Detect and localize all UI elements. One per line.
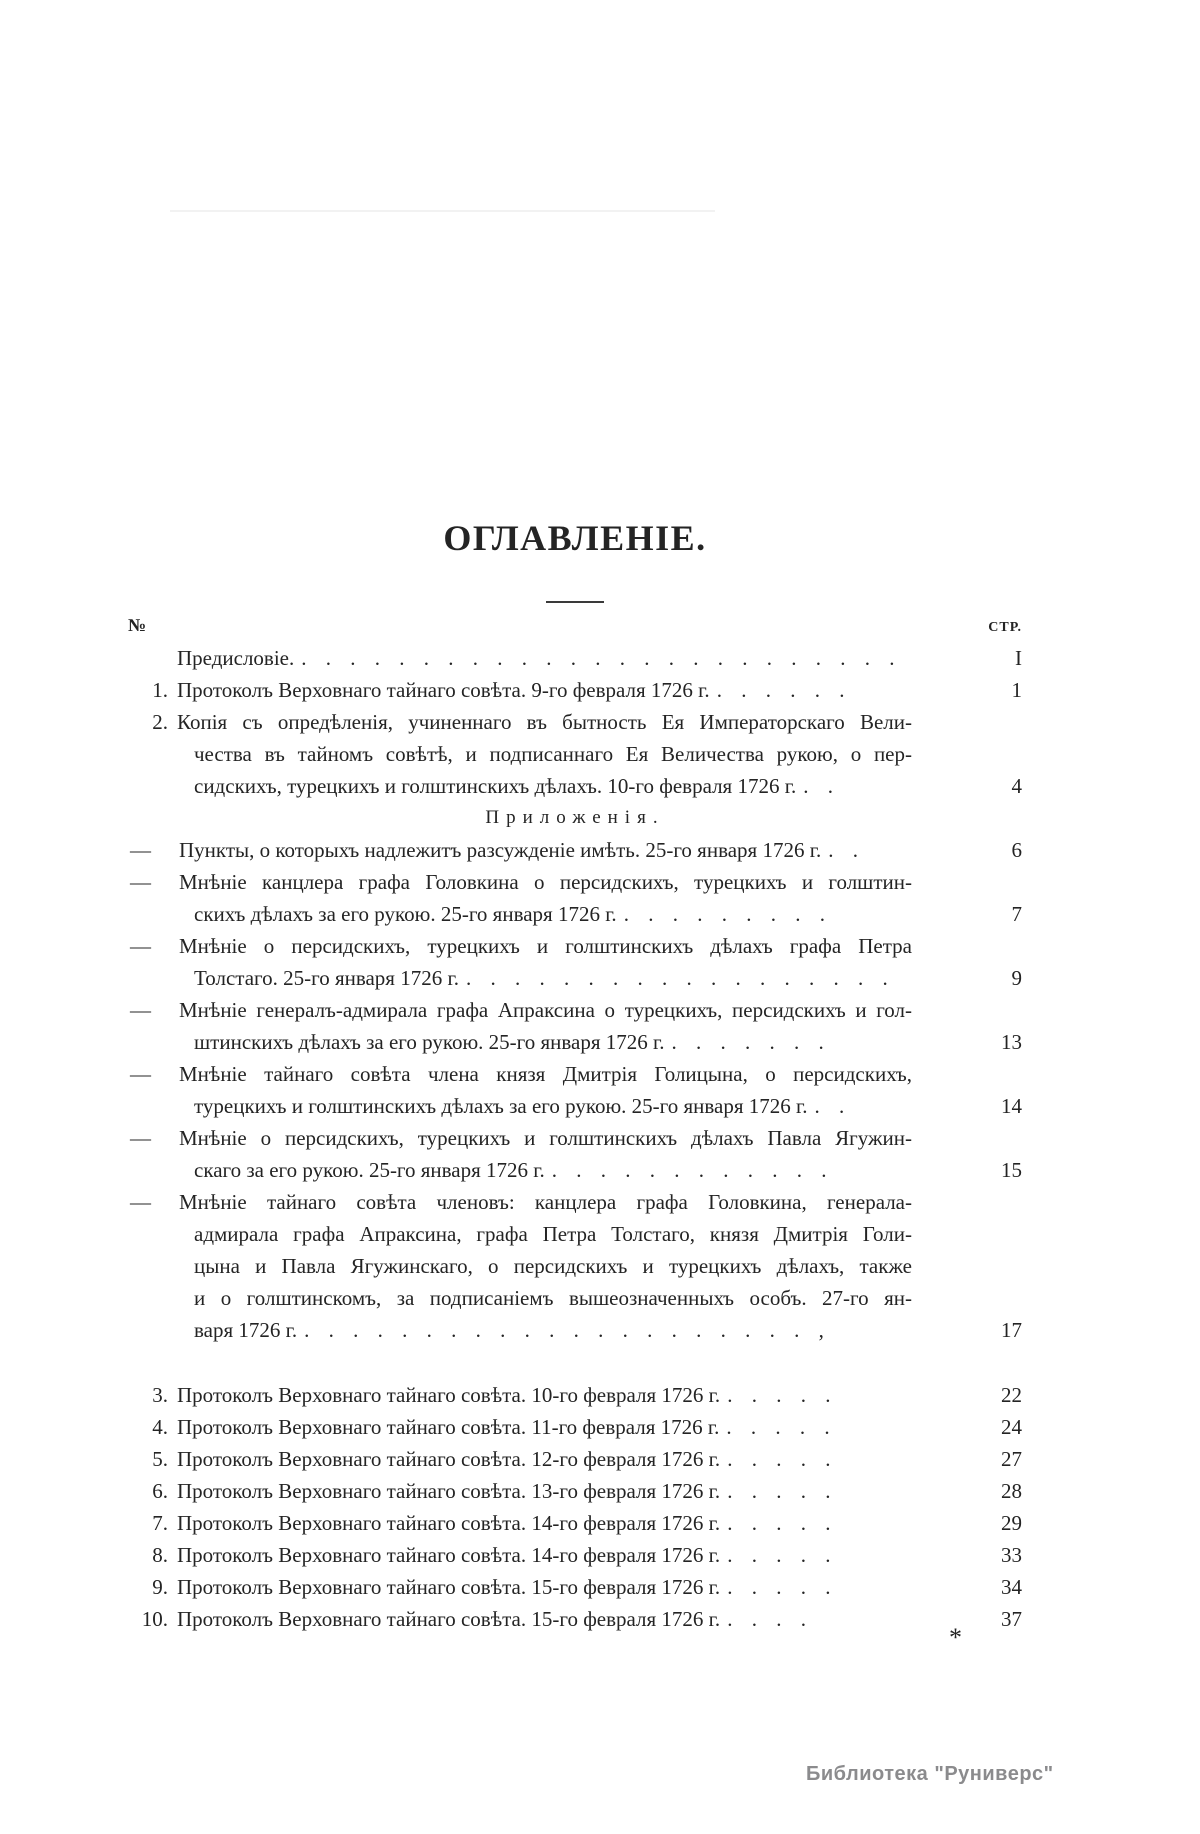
toc-line: [128, 994, 1022, 1026]
toc-entry-text: Протоколъ Верховнаго тайнаго совѣта. 15-го февраля 1726 г. . . . . .: [177, 1575, 831, 1599]
toc-page-number: 33: [1001, 1543, 1022, 1567]
toc-entry-number: —: [130, 838, 151, 862]
toc-page-number: [964, 994, 1022, 1026]
toc-entry-text: Пункты, о которыхъ надлежитъ разсужденіе имѣть. 25-го января 1726 г. . .: [179, 838, 858, 862]
footnote-asterisk: *: [949, 1623, 962, 1652]
leader-dots: . . . . .: [727, 1447, 831, 1471]
toc-line: [128, 1218, 1022, 1250]
toc-group-gap: [128, 1346, 1022, 1379]
toc-entry-text: Протоколъ Верховнаго тайнаго совѣта. 10-го февраля 1726 г. . . . . .: [177, 1383, 831, 1407]
toc-entry-text: Протоколъ Верховнаго тайнаго совѣта. 9-го февраля 1726 г. . . . . . .: [177, 678, 845, 702]
toc-entry-text: Толстаго. 25-го января 1726 г. . . . . . . . . . . . . . . . . . .: [194, 966, 888, 990]
toc-page-number: 4: [1011, 774, 1022, 798]
toc-line: [128, 1186, 1022, 1218]
column-page-label: СТР.: [988, 620, 1022, 635]
scan-artifact-line: [170, 210, 715, 212]
toc-entry-number: [128, 642, 168, 674]
toc-page-number: 37: [1001, 1607, 1022, 1631]
toc-entry-number: —: [130, 998, 151, 1022]
toc-entry-text: штинскихъ дѣлахъ за его рукою. 25-го января 1726 г. . . . . . . .: [194, 1030, 824, 1054]
toc-line: [128, 1058, 1022, 1090]
toc-entry-number: 1.: [152, 678, 168, 702]
toc-line: [128, 930, 1022, 962]
toc-entry-number: [128, 770, 168, 802]
toc-line: [128, 1282, 1022, 1314]
toc-entry-number: 4.: [152, 1415, 168, 1439]
toc-entry-text: варя 1726 г. . . . . . . . . . . . . . . . . . . . . . ,: [194, 1318, 824, 1342]
toc-line: [128, 1571, 1022, 1603]
toc-entry-number: —: [130, 1062, 151, 1086]
toc-page-number: 29: [1001, 1511, 1022, 1535]
toc-entry-number: 8.: [152, 1543, 168, 1567]
toc-page-number: 24: [1001, 1415, 1022, 1439]
toc-line: [128, 1411, 1022, 1443]
toc-lines: [128, 642, 1022, 1635]
toc-line: [128, 1154, 1022, 1186]
toc-entry-number: —: [130, 1126, 151, 1150]
toc-line: [128, 834, 1022, 866]
toc-entry-text: Протоколъ Верховнаго тайнаго совѣта. 14-го февраля 1726 г. . . . . .: [177, 1543, 831, 1567]
leader-dots: . . . . . . .: [671, 1030, 824, 1054]
toc-page-number: [964, 1186, 1022, 1218]
toc-entry-number: 5.: [152, 1447, 168, 1471]
toc-entry-number: 7.: [152, 1511, 168, 1535]
toc-line: [128, 898, 1022, 930]
toc-page-number: 27: [1001, 1447, 1022, 1471]
leader-dots: . . . . . . . . . . . . . . . . . .: [465, 966, 888, 990]
toc-page-number: 22: [1001, 1383, 1022, 1407]
toc-page-number: 13: [1001, 1030, 1022, 1054]
leader-dots: . . . . .: [726, 1415, 830, 1439]
toc-entry-text: Протоколъ Верховнаго тайнаго совѣта. 14-го февраля 1726 г. . . . . .: [177, 1511, 831, 1535]
toc-entry-text: сидскихъ, турецкихъ и голштинскихъ дѣлахъ. 10-го февраля 1726 г. . .: [194, 774, 833, 798]
toc-page-number: [964, 1250, 1022, 1282]
toc-entry-text: Мнѣніе о персидскихъ, турецкихъ и голштинскихъ дѣлахъ Павла Ягужин-: [179, 1126, 912, 1150]
toc-entry-text: скаго за его рукою. 25-го января 1726 г. . . . . . . . . . . . .: [194, 1158, 827, 1182]
toc-line: [128, 1026, 1022, 1058]
toc-page-number: [964, 1282, 1022, 1314]
toc-entry-text: скихъ дѣлахъ за его рукою. 25-го января 1726 г. . . . . . . . . .: [194, 902, 825, 926]
toc-entry-number: —: [130, 870, 151, 894]
toc-line: [128, 642, 1022, 674]
toc-page-number: 28: [1001, 1479, 1022, 1503]
toc-page-number: [964, 706, 1022, 738]
leader-dots: . . . . .: [727, 1479, 831, 1503]
leader-dots: . . . . . . . . . . . .: [551, 1158, 827, 1182]
toc-page-number: 15: [1001, 1158, 1022, 1182]
toc-page-number: [964, 930, 1022, 962]
toc-line: [128, 1122, 1022, 1154]
toc-page-number: [964, 866, 1022, 898]
leader-dots: . . . . . . . . . . . . . . . . . . . . . . . . .: [301, 646, 895, 670]
toc-entry-text: турецкихъ и голштинскихъ дѣлахъ за его рукою. 25-го января 1726 г. . .: [194, 1094, 845, 1118]
toc-line: [128, 1507, 1022, 1539]
toc-entry-text: Протоколъ Верховнаго тайнаго совѣта. 12-го февраля 1726 г. . . . . .: [177, 1447, 831, 1471]
toc-line: [128, 1379, 1022, 1411]
toc-line: [128, 738, 1022, 770]
toc-entry-number: [128, 1090, 168, 1122]
toc-page-number: 6: [1011, 838, 1022, 862]
leader-dots: . .: [828, 838, 858, 862]
title-rule: [546, 601, 604, 603]
toc-page-number: [964, 738, 1022, 770]
toc-entry-text: Мнѣніе тайнаго совѣта членовъ: канцлера графа Головкина, генерала-: [179, 1190, 912, 1214]
toc-line: [128, 674, 1022, 706]
leader-dots: . . . .: [727, 1607, 806, 1631]
toc-entry-text: и о голштинскомъ, за подписаніемъ вышеозначенныхъ особъ. 27-го ян-: [194, 1286, 912, 1310]
column-headers: [128, 608, 1022, 636]
toc-page-number: 9: [1011, 966, 1022, 990]
page-title: ОГЛАВЛЕНІЕ.: [443, 518, 707, 558]
toc-page-number: [964, 1218, 1022, 1250]
toc-entry-text: адмирала графа Апраксина, графа Петра Толстаго, князя Дмитрія Голи-: [194, 1222, 912, 1246]
leader-dots: . . . . . . . . . . . . . . . . . . . . . ,: [304, 1318, 824, 1342]
toc-entry-number: [128, 1026, 168, 1058]
leader-dots: . . . . .: [727, 1543, 831, 1567]
toc-entry-text: Предисловіе. . . . . . . . . . . . . . . . . . . . . . . . . .: [177, 646, 895, 670]
toc-entry-number: [128, 962, 168, 994]
toc-line: [128, 706, 1022, 738]
toc-entry-number: [128, 1154, 168, 1186]
toc-entry-text: чества въ тайномъ совѣтѣ, и подписаннаго Ея Величества рукою, о пер-: [194, 742, 912, 766]
toc-page-number: I: [1015, 646, 1022, 670]
toc-entry-text: Мнѣніе канцлера графа Головкина о персидскихъ, турецкихъ и голштин-: [179, 870, 912, 894]
leader-dots: . .: [803, 774, 833, 798]
toc-entry-number: [128, 1314, 168, 1346]
toc-entry-number: 2.: [152, 710, 168, 734]
toc-page-number: 34: [1001, 1575, 1022, 1599]
toc-entry-number: [128, 898, 168, 930]
leader-dots: . . . . .: [727, 1383, 831, 1407]
toc-entry-number: —: [130, 934, 151, 958]
toc-line: [128, 1475, 1022, 1507]
toc-entry-number: 9.: [152, 1575, 168, 1599]
appendix-heading: Приложенія.: [485, 807, 665, 828]
leader-dots: . . . . .: [727, 1575, 831, 1599]
toc-page-number: [964, 1058, 1022, 1090]
toc-page-number: [964, 1122, 1022, 1154]
toc-line: [128, 1603, 1022, 1635]
toc-entry-text: Протоколъ Верховнаго тайнаго совѣта. 11-го февраля 1726 г. . . . . .: [177, 1415, 830, 1439]
toc-entry-text: Мнѣніе о персидскихъ, турецкихъ и голштинскихъ дѣлахъ графа Петра: [179, 934, 912, 958]
toc-page-number: 14: [1001, 1094, 1022, 1118]
toc-section-heading-row: [128, 802, 1022, 834]
toc-line: [128, 1314, 1022, 1346]
toc-entry-number: —: [130, 1190, 151, 1214]
toc-line: [128, 1539, 1022, 1571]
toc-page-number: 1: [1011, 678, 1022, 702]
toc-page-number: 17: [1001, 1318, 1022, 1342]
toc-line: [128, 866, 1022, 898]
toc-entry-number: 3.: [152, 1383, 168, 1407]
leader-dots: . . . . . .: [716, 678, 845, 702]
toc-page-number: 7: [1011, 902, 1022, 926]
toc-entry-number: [128, 1282, 168, 1314]
leader-dots: . .: [814, 1094, 845, 1118]
toc-entry-text: Мнѣніе тайнаго совѣта члена князя Дмитрія Голицына, о персидскихъ,: [179, 1062, 912, 1086]
toc-line: [128, 1443, 1022, 1475]
toc-entry-text: Копія съ опредѣленія, учиненнаго въ бытность Ея Императорскаго Вели-: [177, 710, 912, 734]
toc-entry-number: [128, 1250, 168, 1282]
toc-line: [128, 1250, 1022, 1282]
toc-entry-number: [128, 738, 168, 770]
toc-entry-text: Протоколъ Верховнаго тайнаго совѣта. 13-го февраля 1726 г. . . . . .: [177, 1479, 831, 1503]
watermark-text: Библиотека "Руниверс": [806, 1763, 1054, 1785]
toc-entry-number: 10.: [141, 1607, 168, 1631]
leader-dots: . . . . . . . . .: [623, 902, 825, 926]
toc-entry-number: 6.: [152, 1479, 168, 1503]
toc-entry-text: Протоколъ Верховнаго тайнаго совѣта. 15-го февраля 1726 г. . . . .: [177, 1607, 806, 1631]
column-number-label: №: [128, 615, 147, 635]
toc-line: [128, 1090, 1022, 1122]
toc-entry-text: цына и Павла Ягужинскаго, о персидскихъ и турецкихъ дѣлахъ, также: [194, 1254, 912, 1278]
leader-dots: . . . . .: [727, 1511, 831, 1535]
toc-entry-text: Мнѣніе генералъ-адмирала графа Апраксина о турецкихъ, персидскихъ и гол-: [179, 998, 912, 1022]
toc-line: [128, 770, 1022, 802]
toc-entry-number: [128, 1218, 168, 1250]
toc-line: [128, 962, 1022, 994]
